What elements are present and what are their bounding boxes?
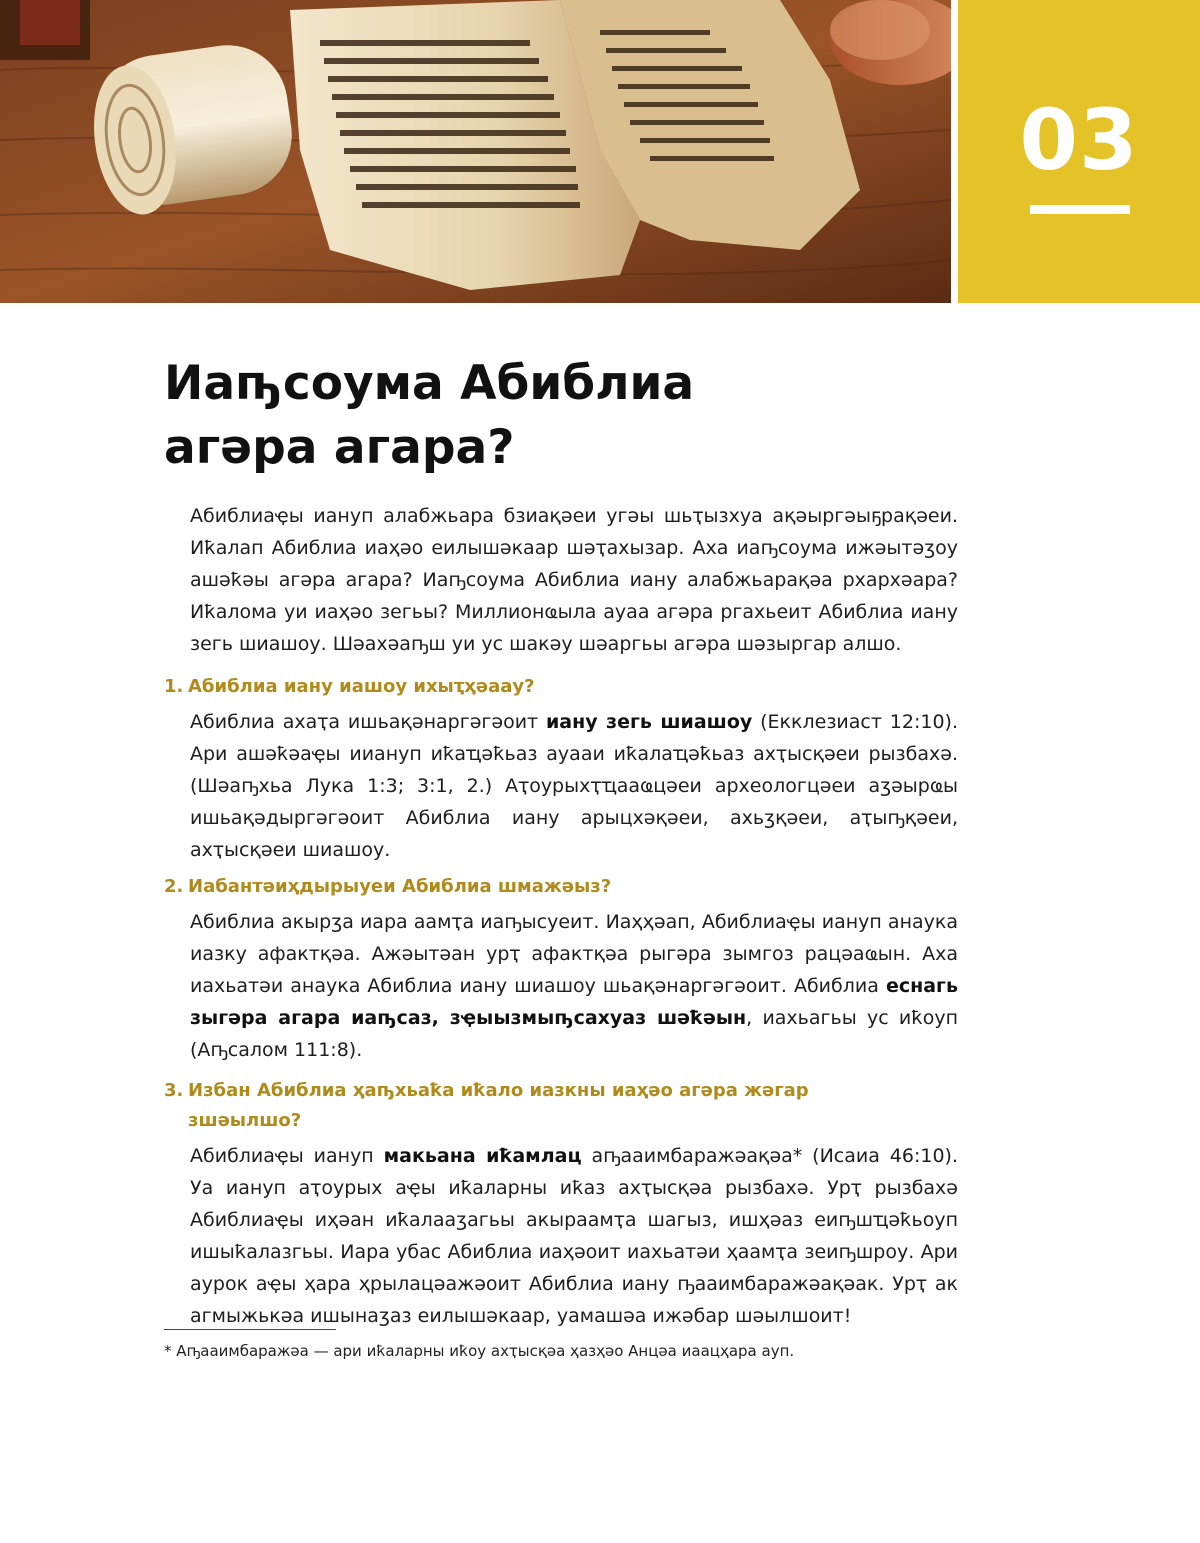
question-1-text-end: (Екклезиаст 12:10). Ари ашәҟәаҿы ииануп иҟаҵәҟьаз ауааи иҟалаҵәҟьаз ахҭысқәеи рызбахә. (Шәаҧхьа Лука 1:3; 3:1, 2.) Аҭоурыхҭҵааҩцәеи археологцәеи аӡәырҩы ишьақәдыргәгәоит Абиблиа иану арыцхәқәеи, ахьӡқәеи, аҭыҧқәеи, ахҭысқәеи шиашоу. — [190, 711, 958, 861]
scrolls-illustration — [0, 0, 951, 303]
question-3-number: 3. — [164, 1080, 184, 1101]
chapter-number: 03 — [1019, 91, 1139, 189]
question-1-title: Абиблиа иану иашоу ихыҭҳәаау? — [188, 676, 535, 697]
footnote-divider — [164, 1329, 336, 1330]
hero-photo — [0, 0, 951, 303]
page-title-line-2: агәра агара? — [164, 420, 515, 475]
chapter-badge — [958, 0, 1200, 303]
question-2-title: Иабантәиҳдырыуеи Абиблиа шмажәыз? — [188, 876, 612, 897]
page-title-line-1: Иаҧсоума Абиблиа — [164, 356, 695, 411]
question-2-heading — [164, 872, 944, 902]
chapter-underline — [1030, 205, 1130, 214]
question-3-text-start: Абиблиаҿы иануп — [190, 1145, 384, 1167]
question-1-emphasis: иану зегь шиашоу — [545, 711, 753, 733]
question-3-heading — [164, 1076, 944, 1136]
question-2-number: 2. — [164, 876, 184, 897]
question-3-title: Избан Абиблиа ҳаҧхьаҟа иҟало иазкны иаҳәо агәра жәгар — [188, 1080, 809, 1101]
question-2-text-start: Абиблиа акырӡа иара аамҭа иаҧысуеит. Иаҳҳәап, Абиблиаҿы иануп анаука иазку афактқәа. Ажәытәан урҭ афактқәа рыгәра зымгоз рацәаҩын. Аха иахьатәи анаука Абиблиа иану шиашоу шьақәнаргәгәоит. Абиблиа — [190, 911, 958, 997]
page-title — [164, 352, 864, 480]
question-3-title-continued: зшәылшо? — [188, 1110, 302, 1131]
question-2-answer — [190, 906, 958, 1066]
question-3-text-end: аҧааимбаражәақәа* (Исаиа 46:10). Уа иануп аҭоурых аҿы иҟаларны иҟаз ахҭысқәа рызбахә. Урҭ рызбахә Абиблиаҿы иҳәан иҟалааӡагьы акыраамҭа шагыз, ишҳәаз еиҧшҵәҟьоуп ишыҟалазгьы. Иара убас Абиблиа иаҳәоит иахьатәи ҳаамҭа зеиҧшроу. Ари аурок аҿы ҳара ҳрылацәажәоит Абиблиа иану ҧааимбаражәақәак. Урҭ ак агмыжькәа ишынаӡаз еилышәкаар, уамашәа ижәбар шәылшоит! — [190, 1145, 958, 1327]
question-1-text-start: Абиблиа ахаҭа ишьақәнаргәгәоит — [190, 711, 546, 733]
question-3-answer — [190, 1140, 958, 1332]
question-2-emphasis: еснагь зыгәра агара иаҧсаз, зҿыызмыҧсахуаз шәҟәын — [190, 975, 958, 1029]
question-2-text-end: , иахьагьы ус иҟоуп (Аҧсалом 111:8). — [190, 1007, 959, 1061]
question-1-number: 1. — [164, 676, 184, 697]
question-1-heading — [164, 672, 944, 702]
intro-paragraph: Абиблиаҿы иануп алабжьара бзиақәеи угәы шьҭызхуа ақәыргәыҕрақәеи. Иҟалап Абиблиа иаҳәо еилышәкаар шәҭахызар. Аха иаҧсоума ижәытәӡоу ашәҟәы агәра агара? Иаҧсоума Абиблиа иану алабжьарақәа рхархәара? Иҟалома уи иаҳәо зегьы? Миллионҩыла ауаа агәра ргахьеит Абиблиа иану зегь шиашоу. Шәахәаҧш уи ус шакәу шәаргьы агәра шәзыргар алшо. — [190, 505, 958, 655]
question-3-emphasis: макьана иҟамлац — [383, 1145, 582, 1167]
footnote: * Аҧааимбаражәа — ари иҟаларны иҟоу ахҭысқәа ҳазҳәо Анцәа иаацҳара ауп. — [164, 1342, 795, 1360]
question-1-answer — [190, 706, 958, 866]
